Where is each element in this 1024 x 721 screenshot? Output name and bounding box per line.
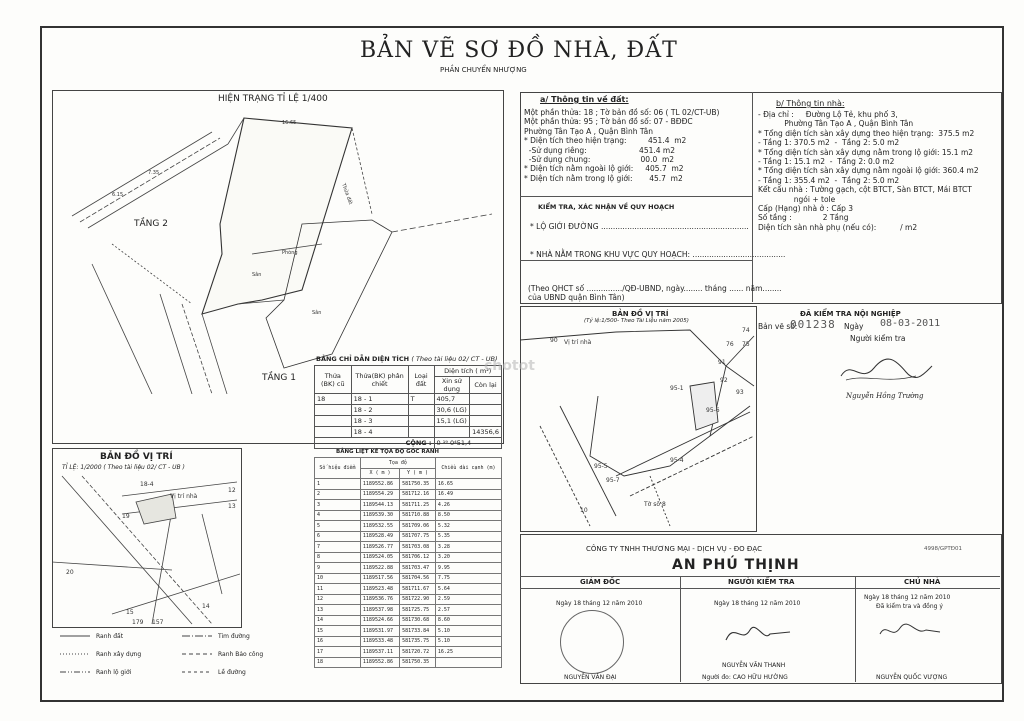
table-row <box>315 521 502 532</box>
table-cell: 1189552.86 <box>360 479 399 490</box>
table-cell: 581735.75 <box>400 636 436 647</box>
svg-text:15: 15 <box>126 609 134 616</box>
thong-tin-nha-title: b/ Thông tin nhà: <box>776 99 845 108</box>
road-edge-line <box>72 132 212 216</box>
svg-text:90: 90 <box>550 337 558 344</box>
location-map-left <box>52 474 240 626</box>
table-cell: 8 <box>315 552 361 563</box>
table-cell: 4 <box>315 510 361 521</box>
legend-ranh-dat: Ranh đất <box>96 633 124 640</box>
company-code: 4998/GPTĐ01 <box>924 546 963 552</box>
sig-role-kiem-tra: NGƯỜI KIỂM TRA <box>728 578 795 586</box>
info-line: * Diện tích nằm trong lộ giới: 45.7 m2 <box>524 173 683 183</box>
table-total-row: CỘNG : 0 ¹⁹ 0⁴51,4 <box>315 438 502 449</box>
legend-ranh-lo-gioi: Ranh lộ giới <box>96 669 132 676</box>
sig-role-giam-doc: GIÁM ĐỐC <box>580 578 621 586</box>
table-cell: 581722.90 <box>400 594 436 605</box>
site-plan-drawing <box>52 104 502 394</box>
table-cell: 581730.68 <box>400 615 436 626</box>
table-row <box>315 584 502 595</box>
table-cell: 2 <box>315 489 361 500</box>
ban-do-vi-tri-left-scale: TỈ LỆ: 1/2000 ( Theo tài liệu 02/ CT - UB ) <box>62 464 185 471</box>
info-line: - Tầng 1: 15.1 m2 - Tầng 2: 0.0 m2 <box>758 157 895 167</box>
table-cell: 1189544.13 <box>360 500 399 511</box>
svg-text:74: 74 <box>742 327 750 334</box>
table-cell: 13 <box>315 605 361 616</box>
table-cell: 6 <box>315 531 361 542</box>
svg-text:13: 13 <box>228 503 236 510</box>
svg-text:95-6: 95-6 <box>706 407 720 414</box>
company-name: CÔNG TY TNHH THƯƠNG MẠI - DỊCH VỤ - ĐO ĐẠC <box>586 545 762 553</box>
table-cell: 581706.12 <box>400 552 436 563</box>
svg-text:Vị trí nhà: Vị trí nhà <box>564 339 592 346</box>
table-cell: 5.10 <box>435 626 501 637</box>
document-subtitle: PHẦN CHUYỂN NHƯỢNG <box>440 66 527 74</box>
sig-name-kiem-tra: NGUYỄN VĂN THANH <box>722 662 786 669</box>
table-cell: 16.25 <box>435 647 501 658</box>
table-cell: 11 <box>315 584 361 595</box>
table-cell: 581750.35 <box>400 479 436 490</box>
table-cell: 581707.75 <box>400 531 436 542</box>
table-cell: 581711.25 <box>400 500 436 511</box>
table-cell: 5.35 <box>435 531 501 542</box>
svg-text:10: 10 <box>580 507 588 514</box>
table-row <box>315 563 502 574</box>
table-row: 18 - 4 14356,6 <box>315 427 502 438</box>
table-cell: 9.95 <box>435 563 501 574</box>
svg-text:157: 157 <box>152 619 164 626</box>
svg-text:Sân: Sân <box>312 310 322 316</box>
bang-toa-do-title: BẢNG LIỆT KÊ TỌA ĐỘ GÓC RANH <box>336 449 440 455</box>
table-cell: 2.59 <box>435 594 501 605</box>
table-row <box>315 605 502 616</box>
ban-do-vi-tri-left-title: BẢN ĐỒ VỊ TRÍ <box>100 452 173 462</box>
table-cell: 15 <box>315 626 361 637</box>
table-cell: 1189526.77 <box>360 542 399 553</box>
info-line: Một phần thửa: 95 ; Tờ bản đồ số: 07 - BĐĐC <box>524 117 693 127</box>
table-cell: 581712.16 <box>400 489 436 500</box>
table-cell: 5.10 <box>435 636 501 647</box>
table-cell: 14 <box>315 615 361 626</box>
table-cell: 5.64 <box>435 584 501 595</box>
location-map-right <box>520 326 755 530</box>
table-cell: 581711.67 <box>400 584 436 595</box>
table-cell: 1189523.48 <box>360 584 399 595</box>
table-cell: 581704.56 <box>400 573 436 584</box>
svg-text:95-1: 95-1 <box>670 385 684 392</box>
table-row <box>315 542 502 553</box>
svg-text:6.15: 6.15 <box>112 192 124 198</box>
sig-role-chu-nha: CHỦ NHÀ <box>904 578 941 586</box>
svg-text:Sân: Sân <box>252 272 262 278</box>
company-stamp <box>560 610 624 674</box>
info-line: Diện tích sàn nhà phụ (nếu có): / m2 <box>758 222 918 232</box>
table-cell: 581733.84 <box>400 626 436 637</box>
table-row <box>315 573 502 584</box>
svg-text:19: 19 <box>122 513 130 520</box>
svg-text:75: 75 <box>742 341 750 348</box>
table-cell: 7 <box>315 542 361 553</box>
lo-gioi-line: * LỘ GIỚI ĐƯỜNG .............................................................. <box>530 222 749 231</box>
svg-text:95-7: 95-7 <box>606 477 620 484</box>
svg-text:Phòng: Phòng <box>282 250 298 256</box>
signature-kiem-tra <box>720 612 800 652</box>
table-row <box>315 636 502 647</box>
table-row <box>315 500 502 511</box>
ban-ve-so-value: 001238 <box>790 318 836 331</box>
table-cell: 581703.47 <box>400 563 436 574</box>
info-line: -Sử dụng riêng: 451.4 m2 <box>524 145 675 155</box>
table-cell: 17 <box>315 647 361 658</box>
svg-text:18-4: 18-4 <box>140 481 154 488</box>
thong-tin-nha-lines <box>758 110 979 232</box>
table-cell: 2.57 <box>435 605 501 616</box>
table-cell: 16.49 <box>435 489 501 500</box>
info-line: Một phần thửa: 18 ; Tờ bản đồ số: 06 ( TL 02/CT-UB) <box>524 108 720 117</box>
table-row <box>315 657 502 668</box>
table-cell: 581725.75 <box>400 605 436 616</box>
table-cell: 18 <box>315 657 361 668</box>
table-cell: 16.65 <box>435 479 501 490</box>
info-line: -Sử dụng chung: 00.0 m2 <box>524 155 675 165</box>
kiem-tra-quy-hoach-title: KIỂM TRA, XÁC NHẬN VỀ QUY HOẠCH <box>538 203 675 211</box>
svg-text:91: 91 <box>718 359 726 366</box>
signature-noi-nghiep <box>836 354 936 388</box>
sig-date-kiem-tra: Ngày 18 tháng 12 năm 2010 <box>714 600 801 607</box>
info-line: * Tổng diện tích sàn xây dựng nằm trong lộ giới: 15.1 m2 <box>758 147 974 157</box>
table-cell: 1189522.88 <box>360 563 399 574</box>
info-line: Phường Tân Tạo A , Quận Bình Tân <box>524 126 653 136</box>
info-line: Phường Tân Tạo A , Quận Bình Tân <box>758 119 914 129</box>
sig-date-giam-doc: Ngày 18 tháng 12 năm 2010 <box>556 600 643 607</box>
sig-name-giam-doc: NGUYỄN VĂN ĐẠI <box>564 674 617 681</box>
table-cell: 8.50 <box>435 510 501 521</box>
signature-chu-nha <box>876 616 946 646</box>
nguoi-kiem-tra-name: Nguyễn Hồng Trường <box>846 392 924 400</box>
table-cell: 1189554.29 <box>360 489 399 500</box>
legend-ranh-xay-dung: Ranh xây dựng <box>96 651 142 658</box>
noi-nghiep-title: ĐÃ KIỂM TRA NỘI NGHIỆP <box>800 310 901 318</box>
sig-date-chu-nha: Ngày 18 tháng 12 năm 2010 <box>864 594 951 601</box>
table-cell: 1189536.76 <box>360 594 399 605</box>
table-cell: 4.26 <box>435 500 501 511</box>
thong-tin-dat-title: a/ Thông tin về đất: <box>540 95 629 104</box>
thong-tin-dat-lines <box>524 108 719 183</box>
svg-text:14: 14 <box>202 603 210 610</box>
table-row <box>315 626 502 637</box>
table-cell: 8.60 <box>435 615 501 626</box>
table-cell: 1189532.55 <box>360 521 399 532</box>
table-row <box>315 531 502 542</box>
table-cell: 9 <box>315 563 361 574</box>
table-row <box>315 479 502 490</box>
svg-text:Tờ số 8: Tờ số 8 <box>644 501 666 508</box>
legend-tim-duong: Tim đường <box>218 633 250 640</box>
table-row <box>315 510 502 521</box>
table-cell: 3.28 <box>435 542 501 553</box>
info-line: * Tổng diện tích sàn xây dựng theo hiện trạng: 375.5 m2 <box>758 128 975 138</box>
ubnd-line: của UBND quận Bình Tân) <box>528 293 625 302</box>
table-cell: 1189533.48 <box>360 636 399 647</box>
table-cell: 581720.72 <box>400 647 436 658</box>
info-line: - Tầng 1: 370.5 m2 - Tầng 2: 5.0 m2 <box>758 138 900 148</box>
sig-sub-kiem-tra: Người đo: CAO HỮU HƯỜNG <box>702 674 788 681</box>
quy-hoach-line: * NHÀ NẰM TRONG KHU VỰC QUY HOẠCH: ....................................... <box>530 250 786 259</box>
ban-do-vi-tri-right-scale: (Tỷ lệ:1/500- Theo Tài Liệu năm 2005) <box>584 318 689 324</box>
info-line: Số tầng : 2 Tầng <box>758 213 849 223</box>
info-line: ngói + tole <box>758 194 836 204</box>
svg-text:Vị trí nhà: Vị trí nhà <box>170 493 198 500</box>
document-title: BẢN VẼ SƠ ĐỒ NHÀ, ĐẤT <box>360 38 678 63</box>
svg-text:92: 92 <box>720 377 728 384</box>
svg-text:Thửa đất: Thửa đất <box>340 182 354 206</box>
info-line: - Tầng 1: 355.4 m2 - Tầng 2: 5.0 m2 <box>758 175 900 185</box>
ngay-label: Ngày <box>844 322 864 331</box>
bang-chi-dan-table: Thửa (BK) cũ Thửa(BK) phân chiết Loại đất Diện tích ( m²) Xin sử dụng Còn lại 18 18 - 1 T 405,7 18 - 2 30,6 (LG) 18 - 3 15,1 (LG) 18 - 4 14356,6 CỘNG : 0 ¹⁹ 0⁴51,4 <box>314 365 502 449</box>
table-row: 18 - 3 15,1 (LG) <box>315 416 502 427</box>
table-cell: 1189552.86 <box>360 657 399 668</box>
table-cell: 581750.35 <box>400 657 436 668</box>
info-line: * Tổng diện tích sàn xây dựng nằm ngoài lộ giới: 360.4 m2 <box>758 166 979 176</box>
table-cell: 1189531.97 <box>360 626 399 637</box>
svg-text:16.65: 16.65 <box>282 120 297 126</box>
table-cell: 3.20 <box>435 552 501 563</box>
svg-text:93: 93 <box>736 389 744 396</box>
ban-do-vi-tri-right-title: BẢN ĐỒ VỊ TRÍ <box>612 310 669 318</box>
table-cell: 10 <box>315 573 361 584</box>
table-cell: 1189517.56 <box>360 573 399 584</box>
table-row: 18 18 - 1 T 405,7 <box>315 394 502 405</box>
table-cell: 1189537.11 <box>360 647 399 658</box>
table-cell: 581710.88 <box>400 510 436 521</box>
table-cell: 5.32 <box>435 521 501 532</box>
ngay-value: 08-03-2011 <box>880 318 941 329</box>
sig-note-chu-nha: Đã kiểm tra và đồng ý <box>876 603 943 610</box>
sig-name-chu-nha: NGUYỄN QUỐC VƯỢNG <box>876 674 948 681</box>
table-cell: 12 <box>315 594 361 605</box>
ban-ve-so-label: Bản vẽ số: <box>758 322 798 331</box>
table-cell: 16 <box>315 636 361 647</box>
svg-text:20: 20 <box>66 569 74 576</box>
info-line: * Diện tích nằm ngoài lộ giới: 405.7 m2 <box>524 164 684 174</box>
bang-chi-dan-title: BẢNG CHỈ DẪN DIỆN TÍCH ( Theo tài liệu 02/ CT - UB) <box>316 355 498 363</box>
table-row: 18 - 2 30,6 (LG) <box>315 405 502 416</box>
bang-toa-do-table: Số hiệu điểm Tọa độ Chiều dài cạnh (m) X ( m ) Y ( m ) 1 1189552.86 581750.35 16.65 2 1189554.29 581712.16 16.49 3 1189544.13 581711.25 4.26 4 1189539.30 581710.88 8.50 5 1189532.55 581709.06 5.32 6 1189528.49 581707.75 5.35 7 1189526.77 581703.08 3.28 8 1189524.05 581706.12 3.20 9 1189522.88 581703.47 9.95 10 1189517.56 581704.56 7.75 11 1189523.48 581711.67 5.64 12 1189536.76 581722.90 2.59 13 1189537.98 581725.75 2.57 14 1189524.66 581730.68 8.60 15 1189531.97 581733.84 5.10 16 1189533.48 581735.75 5.10 17 1189537.11 581720.72 16.25 18 1189552.86 581750.35 <box>314 457 502 668</box>
table-cell: 581709.06 <box>400 521 436 532</box>
info-line: - Địa chỉ : Đường Lộ Tẻ, khu phố 3, <box>758 110 898 119</box>
table-cell: 1189528.49 <box>360 531 399 542</box>
info-line: Kết cấu nhà : Tường gạch, cột BTCT, Sàn BTCT, Mái BTCT <box>758 185 972 195</box>
hien-trang-title: HIỆN TRẠNG TỈ LỆ 1/400 <box>218 94 328 104</box>
table-row <box>315 552 502 563</box>
svg-text:12: 12 <box>228 487 236 494</box>
legend-ranh-bao-cong: Ranh Bảo công <box>218 651 264 658</box>
table-cell: 1189524.05 <box>360 552 399 563</box>
table-cell: 581703.08 <box>400 542 436 553</box>
company-brand: AN PHÚ THỊNH <box>672 557 800 573</box>
svg-text:95-4: 95-4 <box>670 457 684 464</box>
table-cell: 1189524.66 <box>360 615 399 626</box>
table-row <box>315 594 502 605</box>
svg-text:76: 76 <box>726 341 734 348</box>
table-cell: 1189539.30 <box>360 510 399 521</box>
table-cell: 5 <box>315 521 361 532</box>
table-row <box>315 615 502 626</box>
table-cell: 7.75 <box>435 573 501 584</box>
watermark: chotot <box>484 358 535 374</box>
qhct-line: (Theo QHCT số .............../QĐ-UBND, ngày........ tháng ...... năm........ <box>528 284 782 293</box>
svg-text:95-5: 95-5 <box>594 463 608 470</box>
svg-text:179: 179 <box>132 619 144 626</box>
nguoi-kiem-tra-label: Người kiểm tra <box>850 334 906 343</box>
table-row <box>315 647 502 658</box>
legend-le-duong: Lề đường <box>218 669 246 676</box>
table-cell: 1 <box>315 479 361 490</box>
table-cell: 3 <box>315 500 361 511</box>
table-cell: 1189537.98 <box>360 605 399 616</box>
table-cell <box>435 657 501 668</box>
tang-1-label: TẦNG 1 <box>262 373 296 383</box>
info-line: Cấp (Hạng) nhà ở : Cấp 3 <box>758 204 854 214</box>
svg-text:7.35: 7.35 <box>148 170 160 176</box>
info-line: * Diện tích theo hiện trạng: 451.4 m2 <box>524 136 687 146</box>
table-row <box>315 489 502 500</box>
tang-2-label: TẦNG 2 <box>134 219 168 229</box>
